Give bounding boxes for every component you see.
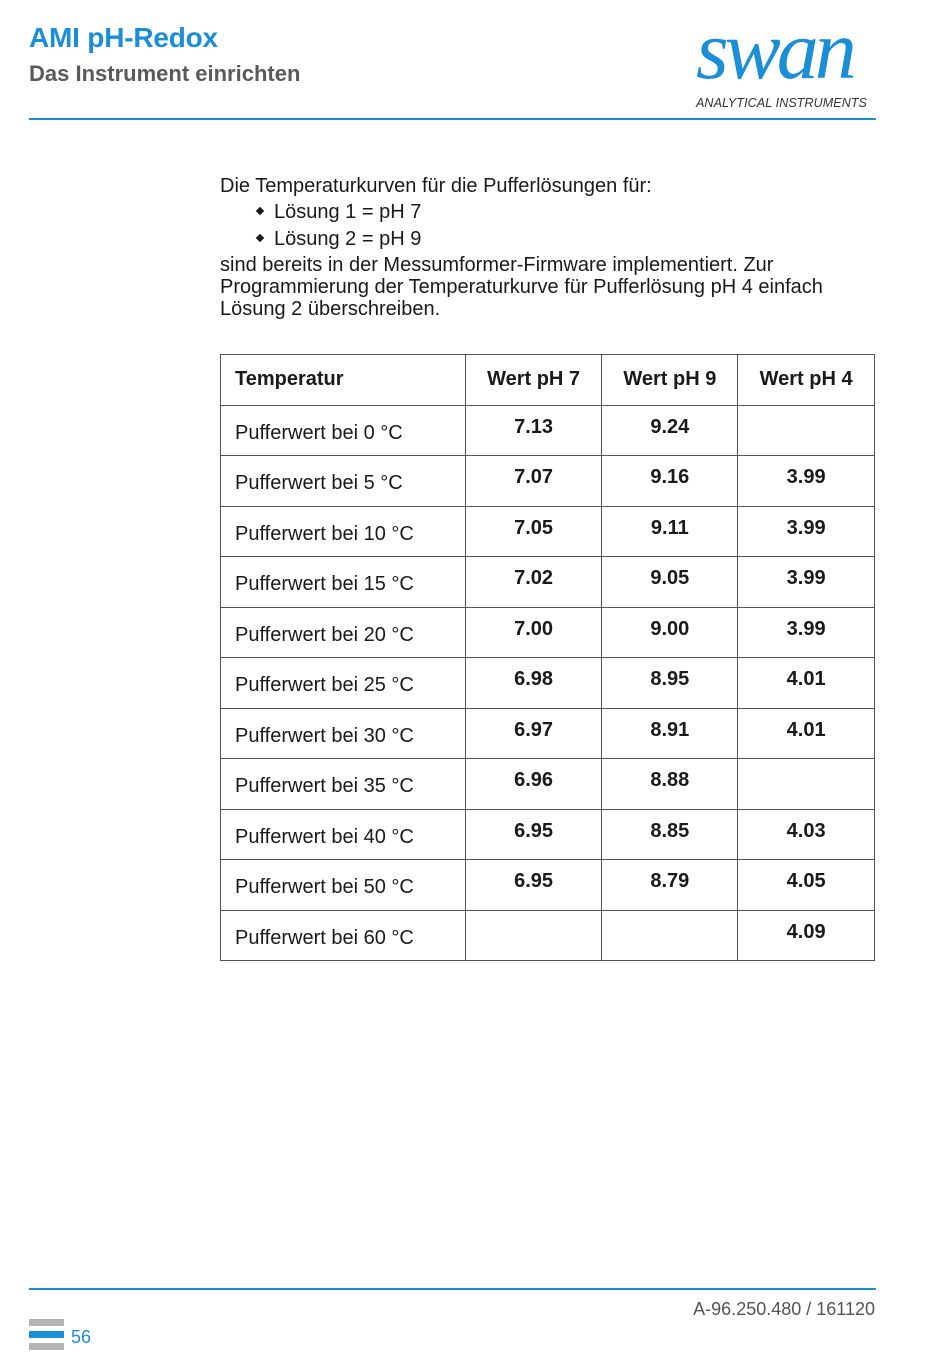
diamond-bullet-icon	[256, 234, 264, 242]
ph9-value-cell: 9.16	[602, 456, 738, 507]
ph4-value-cell: 3.99	[738, 506, 875, 557]
ph9-value-cell: 8.79	[602, 860, 738, 911]
buffer-table	[220, 354, 875, 961]
column-header-temperature: Temperatur	[221, 355, 466, 406]
header-divider	[29, 118, 876, 120]
table-row	[221, 607, 875, 658]
ph9-value-cell: 8.88	[602, 759, 738, 810]
table-row	[221, 557, 875, 608]
table-row	[221, 658, 875, 709]
ph9-value-cell: 9.11	[602, 506, 738, 557]
page-title: AMI pH-Redox	[29, 22, 218, 53]
ph7-value-cell: 7.02	[465, 557, 602, 608]
ph7-value-cell: 6.95	[465, 809, 602, 860]
ph9-value-cell: 8.91	[602, 708, 738, 759]
ph9-value-cell: 8.85	[602, 809, 738, 860]
page-number: 56	[71, 1327, 92, 1347]
document-reference: A-96.250.480 / 161120	[693, 1299, 875, 1319]
ph4-value-cell	[738, 759, 875, 810]
table-header-row	[221, 355, 875, 406]
ph7-value-cell: 6.97	[465, 708, 602, 759]
diamond-bullet-icon	[256, 207, 264, 215]
temperature-cell: Pufferwert bei 35 °C	[221, 759, 466, 810]
temperature-cell: Pufferwert bei 50 °C	[221, 860, 466, 911]
solution-list	[220, 199, 860, 253]
ph7-value-cell: 7.13	[465, 405, 602, 456]
column-header-ph9: Wert pH 9	[602, 355, 738, 406]
list-item-text: Lösung 2 = pH 9	[274, 228, 422, 250]
list-item	[220, 199, 860, 226]
ph9-value-cell: 9.24	[602, 405, 738, 456]
svg-text:swan: swan	[696, 12, 853, 87]
ph4-value-cell: 3.99	[738, 456, 875, 507]
table-row	[221, 456, 875, 507]
temperature-cell: Pufferwert bei 5 °C	[221, 456, 466, 507]
temperature-cell: Pufferwert bei 20 °C	[221, 607, 466, 658]
ph7-value-cell: 7.05	[465, 506, 602, 557]
column-header-ph7: Wert pH 7	[465, 355, 602, 406]
footer-divider	[29, 1288, 876, 1290]
table-row	[221, 405, 875, 456]
ph4-value-cell: 3.99	[738, 607, 875, 658]
ph7-value-cell: 6.96	[465, 759, 602, 810]
table-row	[221, 809, 875, 860]
ph7-value-cell: 7.07	[465, 456, 602, 507]
swan-logo	[694, 12, 876, 110]
page-marker-icon	[29, 1319, 64, 1355]
page-subtitle: Das Instrument einrichten	[29, 61, 301, 86]
ph7-value-cell	[465, 910, 602, 961]
logo-tagline: ANALYTICAL INSTRUMENTS	[696, 96, 867, 110]
swan-logo-wordmark	[694, 12, 876, 87]
ph7-value-cell: 6.95	[465, 860, 602, 911]
table-row	[221, 910, 875, 961]
table-row	[221, 506, 875, 557]
ph7-value-cell: 6.98	[465, 658, 602, 709]
intro-trailing: sind bereits in der Messumformer-Firmware implementiert. Zur Programmierung der Temperaturkurve für Pufferlösung pH 4 einfach Lösung 2 überschreiben.	[220, 254, 823, 320]
table-row	[221, 860, 875, 911]
table-row	[221, 708, 875, 759]
temperature-cell: Pufferwert bei 15 °C	[221, 557, 466, 608]
ph4-value-cell	[738, 405, 875, 456]
temperature-cell: Pufferwert bei 40 °C	[221, 809, 466, 860]
list-item	[220, 226, 860, 253]
temperature-cell: Pufferwert bei 60 °C	[221, 910, 466, 961]
temperature-cell: Pufferwert bei 10 °C	[221, 506, 466, 557]
column-header-ph4: Wert pH 4	[738, 355, 875, 406]
list-item-text: Lösung 1 = pH 7	[274, 201, 422, 223]
ph4-value-cell: 4.03	[738, 809, 875, 860]
temperature-cell: Pufferwert bei 0 °C	[221, 405, 466, 456]
ph4-value-cell: 4.09	[738, 910, 875, 961]
ph4-value-cell: 4.05	[738, 860, 875, 911]
intro-text	[220, 174, 860, 320]
table-row	[221, 759, 875, 810]
ph4-value-cell: 4.01	[738, 658, 875, 709]
ph9-value-cell: 8.95	[602, 658, 738, 709]
ph9-value-cell: 9.05	[602, 557, 738, 608]
intro-lead: Die Temperaturkurven für die Pufferlösungen für:	[220, 175, 652, 197]
ph4-value-cell: 4.01	[738, 708, 875, 759]
temperature-cell: Pufferwert bei 25 °C	[221, 658, 466, 709]
ph4-value-cell: 3.99	[738, 557, 875, 608]
temperature-cell: Pufferwert bei 30 °C	[221, 708, 466, 759]
ph9-value-cell: 9.00	[602, 607, 738, 658]
ph9-value-cell	[602, 910, 738, 961]
ph7-value-cell: 7.00	[465, 607, 602, 658]
